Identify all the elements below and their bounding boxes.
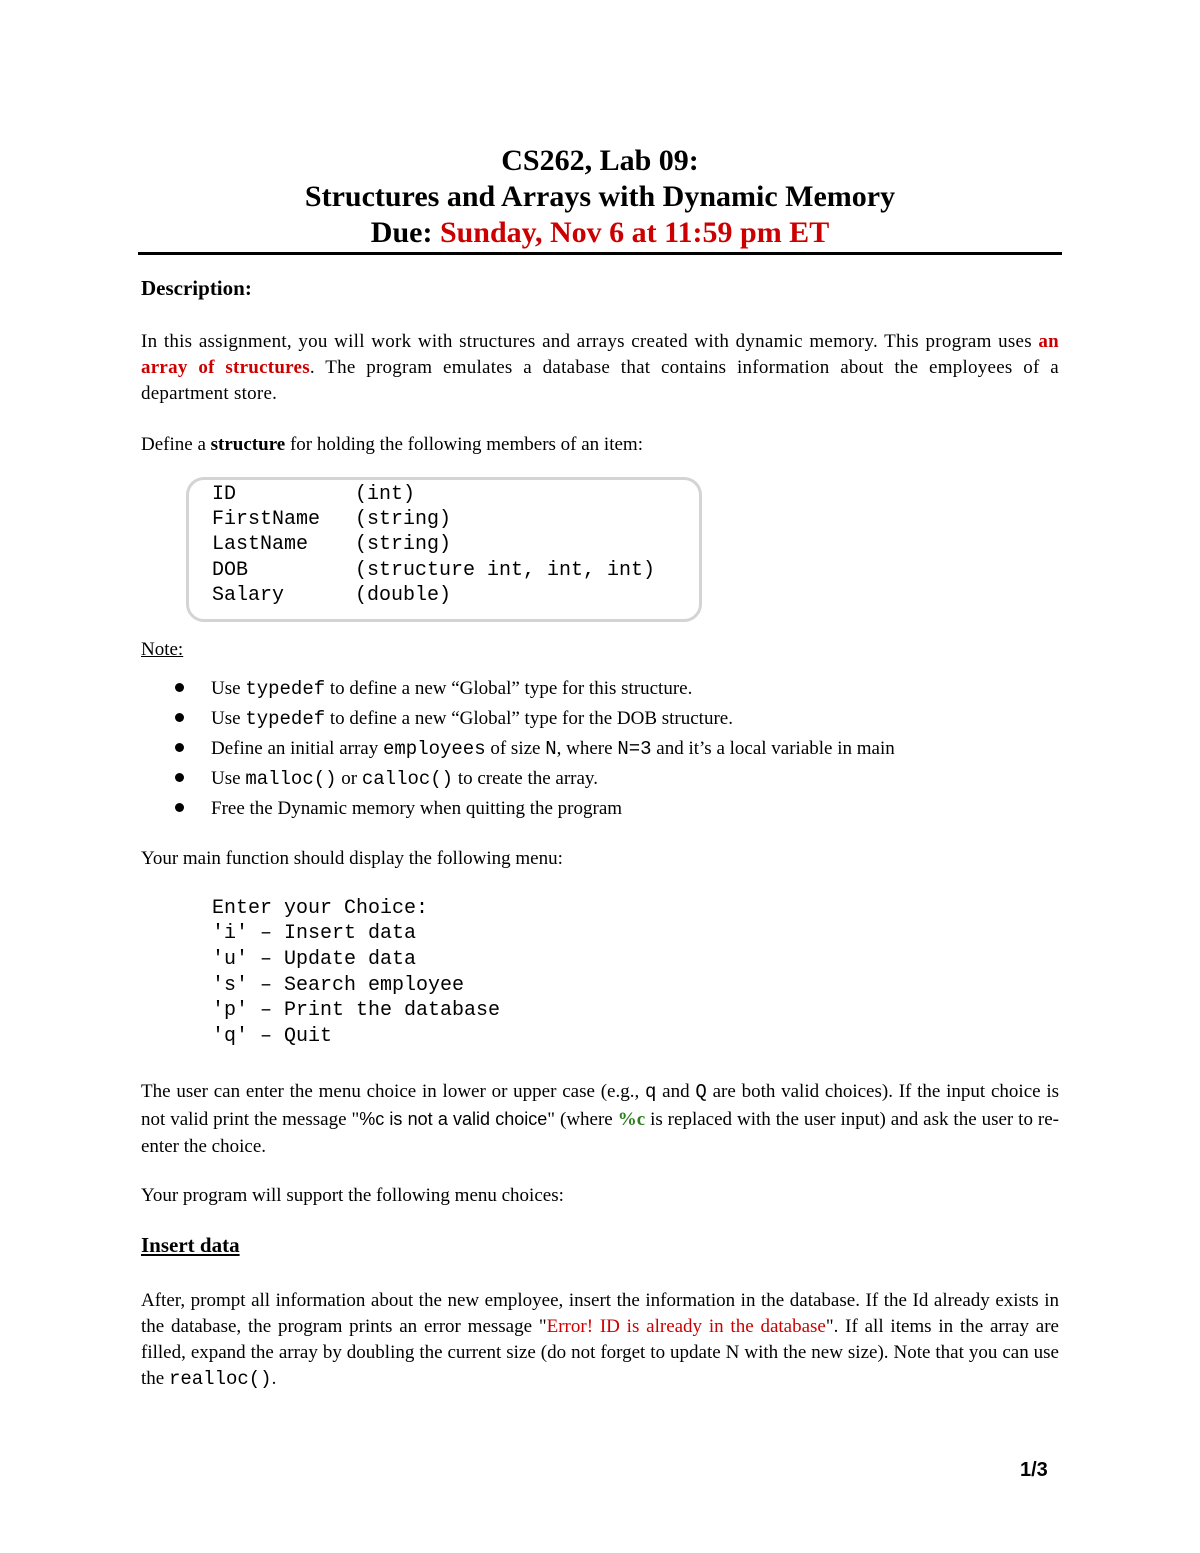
menu-line: 'q' – Quit bbox=[212, 1025, 333, 1048]
invalid-choice-message: %c is not a valid choice bbox=[359, 1109, 548, 1129]
code-calloc: calloc() bbox=[361, 768, 454, 790]
member-type: (double) bbox=[355, 584, 452, 607]
bullet-icon bbox=[175, 743, 184, 752]
code-q-upper: Q bbox=[695, 1081, 707, 1103]
code-n: N bbox=[545, 738, 557, 760]
choice-paragraph: The user can enter the menu choice in lower or upper case (e.g., q and Q are both valid choices). If the input choice is not valid print the message "%c is not a valid choice" (where %c is replaced with the user input) and ask the user to re-enter the choice. bbox=[141, 1081, 1060, 1157]
bullet-icon bbox=[175, 713, 184, 722]
code-typedef: typedef bbox=[245, 678, 326, 700]
bullet-text: Use malloc() or calloc() to create the array. bbox=[211, 768, 598, 790]
code-malloc: malloc() bbox=[245, 768, 337, 790]
insert-data-heading: Insert data bbox=[141, 1233, 240, 1257]
bullet-icon bbox=[175, 683, 184, 692]
format-specifier: %c bbox=[617, 1109, 646, 1130]
list-item bbox=[141, 706, 1059, 736]
member-name: FirstName bbox=[212, 508, 321, 531]
define-structure-paragraph bbox=[141, 432, 1059, 458]
member-name: ID bbox=[212, 483, 237, 506]
struct-member-row bbox=[212, 483, 416, 507]
title-divider bbox=[138, 252, 1062, 255]
note-label: Note: bbox=[141, 639, 184, 660]
list-item bbox=[141, 736, 1059, 766]
title-block bbox=[140, 143, 1060, 251]
define-text-b: for holding the following members of an item: bbox=[285, 434, 643, 455]
due-label: Due: bbox=[370, 216, 433, 249]
menu-line: 'p' – Print the database bbox=[212, 999, 501, 1022]
menu-line: 'i' – Insert data bbox=[212, 922, 417, 945]
member-type: (string) bbox=[355, 533, 452, 556]
member-name: DOB bbox=[212, 559, 249, 582]
array-of-structures-highlight: an array of structures bbox=[141, 331, 1059, 378]
code-q-lower: q bbox=[645, 1081, 657, 1103]
list-item bbox=[141, 796, 1059, 826]
struct-member-row bbox=[212, 533, 452, 557]
struct-member-row bbox=[212, 559, 656, 583]
member-name: Salary bbox=[212, 584, 285, 607]
bullet-icon bbox=[175, 773, 184, 782]
description-heading: Description: bbox=[141, 276, 252, 300]
list-item bbox=[141, 676, 1059, 706]
struct-member-row bbox=[212, 508, 452, 532]
description-text-b: . The program emulates a database that contains information about the employees of a department store. bbox=[141, 357, 1059, 404]
member-type: (structure int, int, int) bbox=[355, 559, 656, 582]
bullet-icon bbox=[175, 803, 184, 812]
lab-subtitle: Structures and Arrays with Dynamic Memory bbox=[304, 180, 896, 213]
note-bullet-list bbox=[141, 676, 1059, 826]
code-employees: employees bbox=[382, 738, 486, 760]
structure-keyword: structure bbox=[210, 434, 286, 455]
menu-line: Enter your Choice: bbox=[212, 897, 429, 920]
description-text-a: In this assignment, you will work with structures and arrays created with dynamic memory. This program uses bbox=[141, 331, 1039, 352]
description-paragraph bbox=[141, 329, 1059, 407]
code-n-equals-3: N=3 bbox=[617, 738, 652, 760]
member-type: (int) bbox=[355, 483, 416, 506]
course-lab-title: CS262, Lab 09: bbox=[501, 144, 699, 177]
list-item bbox=[141, 766, 1059, 796]
member-name: LastName bbox=[212, 533, 309, 556]
define-text-a: Define a bbox=[141, 434, 211, 455]
support-paragraph: Your program will support the following menu choices: bbox=[141, 1185, 564, 1206]
code-realloc: realloc() bbox=[168, 1368, 272, 1390]
bullet-text: Define an initial array employees of size N, where N=3 and it’s a local variable in main bbox=[211, 738, 895, 760]
menu-line: 'u' – Update data bbox=[212, 948, 417, 971]
struct-member-row bbox=[212, 584, 452, 608]
member-type: (string) bbox=[355, 508, 452, 531]
insert-data-paragraph: After, prompt all information about the new employee, insert the information in the database. If the Id already exists in the database, the program prints an error message "Error! ID is already in the database". If all items in the array are filled, expand the array by doubling the current size (do not forget to update N with the new size). Note that you can use the realloc(). bbox=[141, 1290, 1059, 1390]
menu-intro: Your main function should display the following menu: bbox=[141, 848, 563, 869]
bullet-text: Use typedef to define a new “Global” type for the DOB structure. bbox=[211, 708, 733, 730]
bullet-text: Use typedef to define a new “Global” type for this structure. bbox=[211, 678, 693, 700]
page-number: 1/3 bbox=[1020, 1459, 1048, 1481]
due-date: Sunday, Nov 6 at 11:59 pm ET bbox=[439, 216, 830, 249]
code-typedef: typedef bbox=[245, 708, 326, 730]
error-message: Error! ID is already in the database bbox=[546, 1316, 826, 1337]
menu-line: 's' – Search employee bbox=[212, 974, 465, 997]
bullet-text: Free the Dynamic memory when quitting the program bbox=[211, 798, 623, 819]
due-date-line bbox=[140, 215, 1060, 251]
